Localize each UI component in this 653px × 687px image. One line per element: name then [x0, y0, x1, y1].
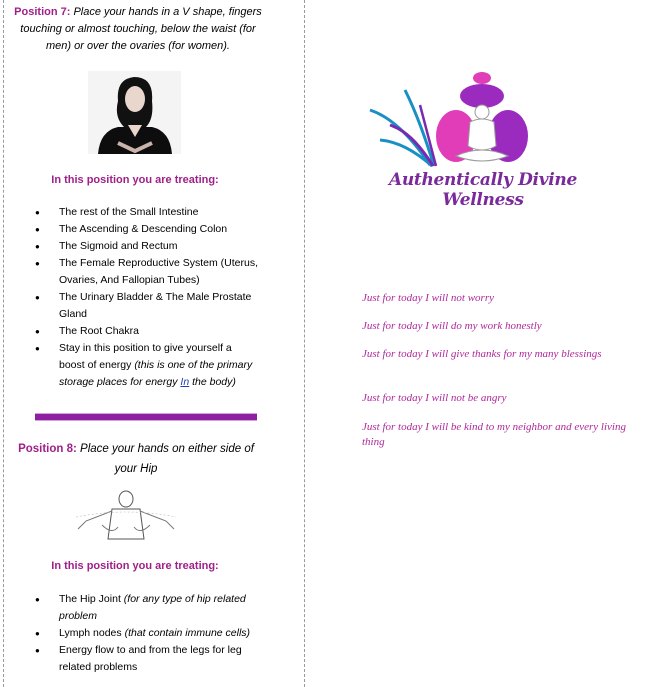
list-item: ● The Ascending & Descending Colon [35, 221, 259, 238]
position-8-instruction [8, 439, 264, 479]
affirmation-3: Just for today I will give thanks for my many blessings [362, 348, 602, 360]
affirmation-2: Just for today I will do my work honestly [362, 320, 542, 332]
position-8-label: Position 8: [18, 443, 77, 455]
position-8-treatment-list [35, 591, 259, 676]
list-item: ● The Sigmoid and Rectum [35, 238, 259, 255]
affirmation-4: Just for today I will not be angry [362, 392, 507, 404]
list-item: ● The Root Chakra [35, 323, 259, 340]
list-item-lead: Lymph nodes [59, 627, 125, 639]
list-item-note: (for any type of hip related problem [59, 593, 246, 622]
list-item: ● The rest of the Small Intestine [35, 204, 259, 221]
position-7-text: Place your hands in a V shape, fingers touching or almost touching, below the waist (for men) or over the ovaries (for women). [20, 6, 262, 52]
position-7-illustration [88, 71, 181, 154]
list-item: ● The Female Reproductive System (Uterus, Ovaries, And Fallopian Tubes) [35, 255, 259, 289]
list-item-note: (this is one of the primary storage places for energy [59, 359, 253, 388]
list-item [35, 591, 259, 625]
brand-logo-text: Authentically Divine Wellness [388, 170, 578, 210]
position-7-label: Position 7: [14, 6, 71, 18]
list-item: ● The Urinary Bladder & The Male Prostate Gland [35, 289, 259, 323]
list-item-note: (that contain immune cells) [124, 627, 251, 639]
section-divider-bar [35, 413, 257, 421]
treating-heading-2: In this position you are treating: [51, 560, 219, 572]
list-item-lead: Stay in this position to give yourself a boost of energy [59, 342, 232, 371]
treating-heading-1: In this position you are treating: [51, 174, 219, 186]
position-8-text: Place your hands on either side of your Hip [76, 443, 254, 475]
panel-divider [304, 0, 305, 687]
list-item [35, 642, 259, 676]
list-item-lead: Energy flow to and from the legs for leg related problems [59, 644, 242, 673]
list-item-note-end: the body) [189, 376, 236, 388]
affirmation-1: Just for today I will not worry [362, 292, 494, 304]
list-item-link: In [180, 376, 190, 388]
position-7-treatment-list [35, 204, 259, 391]
list-item [35, 625, 259, 642]
list-item-lead: The Hip Joint [59, 593, 124, 605]
position-7-instruction [10, 4, 266, 55]
left-panel [0, 0, 270, 687]
position-8-illustration [72, 489, 180, 544]
list-item [35, 340, 259, 391]
affirmation-5: Just for today I will be kind to my neighbor and every living thing [362, 421, 626, 448]
